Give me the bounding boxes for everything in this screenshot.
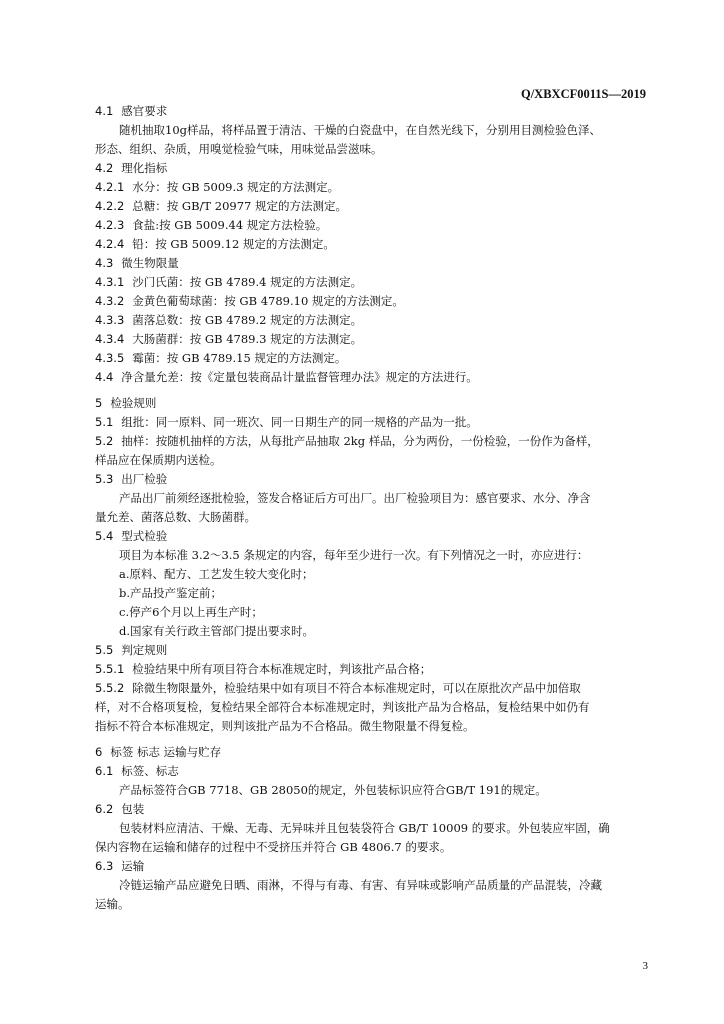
body-text-line xyxy=(95,717,651,736)
clause-label: 菌落总数 xyxy=(132,313,179,327)
line-text: 运输。 xyxy=(95,897,130,911)
body-text-line xyxy=(95,546,651,565)
section-heading xyxy=(95,394,651,413)
body-text-line xyxy=(95,876,651,895)
line-text: 标签 标志 运输与贮存 xyxy=(110,745,222,759)
subsection-heading xyxy=(95,254,651,273)
clause-number: 4.3.3 xyxy=(95,313,125,327)
clause-item xyxy=(95,235,651,254)
line-text: 运输 xyxy=(121,859,145,873)
clause-label: 食盐 xyxy=(132,218,156,232)
clause-number: 6.3 xyxy=(95,859,114,873)
clause-item xyxy=(95,311,651,330)
clause-number: 6.1 xyxy=(95,764,114,778)
line-text: 项目为本标准 3.2～3.5 条规定的内容，每年至少进行一次。有下列情况之一时，亦应进行： xyxy=(119,548,589,562)
line-text: ：按 GB 5009.12 规定的方法测定。 xyxy=(143,237,335,251)
line-text: ：按 GB 4789.10 规定的方法测定。 xyxy=(212,294,404,308)
line-text: 保内容物在运输和储存的过程中不受挤压并符合 GB 4806.7 的要求。 xyxy=(95,840,452,854)
body-text-line xyxy=(95,838,651,857)
clause-item xyxy=(95,292,651,311)
body-text-line xyxy=(95,819,651,838)
body-text-line xyxy=(95,565,651,584)
clause-number: 5.2 xyxy=(95,434,114,448)
line-text: 除微生物限量外，检验结果中如有项目不符合本标准规定时，可以在原批次产品中加倍取 xyxy=(132,681,581,695)
line-text: c.停产6个月以上再生产时； xyxy=(119,605,263,619)
clause-item xyxy=(95,679,651,698)
clause-number: 4.2.3 xyxy=(95,218,125,232)
clause-number: 4.2.2 xyxy=(95,199,125,213)
clause-number: 5.1 xyxy=(95,415,114,429)
line-text: 理化指标 xyxy=(121,161,168,175)
clause-number: 4.2.1 xyxy=(95,180,125,194)
subsection-heading xyxy=(95,762,651,781)
line-text: ：按 GB/T 20977 规定的方法测定。 xyxy=(155,199,347,213)
body-text-line xyxy=(95,603,651,622)
line-text: ：按 GB 4789.3 规定的方法测定。 xyxy=(178,332,363,346)
subsection-heading xyxy=(95,800,651,819)
subsection-heading xyxy=(95,102,651,121)
subsection-heading xyxy=(95,641,651,660)
line-text: d.国家有关行政主管部门提出要求时。 xyxy=(119,624,315,638)
clause-item xyxy=(95,273,651,292)
clause-item xyxy=(95,216,651,235)
standard-code: Q/XBXCF0011S—2019 xyxy=(520,87,646,101)
clause-label: 总糖 xyxy=(132,199,156,213)
line-text: 标签、标志 xyxy=(121,764,179,778)
line-text: 产品标签符合GB 7718、GB 28050的规定，外包装标识应符合GB/T 191的规定。 xyxy=(119,783,547,797)
line-text: ：同一原料、同一班次、同一日期生产的同一规格的产品为一批。 xyxy=(144,415,478,429)
body-text-line xyxy=(95,622,651,641)
clause-label: 霉菌 xyxy=(132,351,156,365)
line-text: 随机抽取10g样品，将样品置于清洁、干燥的白瓷盘中，在自然光线下，分别用目测检验色泽、 xyxy=(119,123,601,137)
clause-item xyxy=(95,349,651,368)
clause-number: 4.2 xyxy=(95,161,114,175)
clause-number: 4.2.4 xyxy=(95,237,125,251)
body-text-line xyxy=(95,489,651,508)
subsection-heading xyxy=(95,470,651,489)
clause-number: 4.3.5 xyxy=(95,351,125,365)
body-text-line xyxy=(95,508,651,527)
clause-number: 4.3.1 xyxy=(95,275,125,289)
body-text-line xyxy=(95,140,651,159)
body-text-line xyxy=(95,781,651,800)
clause-number: 4.1 xyxy=(95,104,114,118)
clause-number: 6 xyxy=(95,745,103,759)
line-text: 样品应在保质期内送检。 xyxy=(95,453,222,467)
line-text: 感官要求 xyxy=(121,104,168,118)
line-text: 冷链运输产品应避免日晒、雨淋，不得与有毒、有害、有异味或影响产品质量的产品混装，冷藏 xyxy=(119,878,602,892)
line-text: b.产品投产鉴定前； xyxy=(119,586,223,600)
line-text: 微生物限量 xyxy=(121,256,179,270)
clause-item xyxy=(95,178,651,197)
line-text: 量允差、菌落总数、大肠菌群。 xyxy=(95,510,256,524)
page-number: 3 xyxy=(642,960,648,972)
line-text: ：按 GB 5009.3 规定的方法测定。 xyxy=(155,180,340,194)
line-text: 指标不符合本标准规定，则判该批产品为不合格品。微生物限量不得复检。 xyxy=(95,719,475,733)
line-text: 产品出厂前须经逐批检验，签发合格证后方可出厂。出厂检验项目为：感官要求、水分、净含 xyxy=(119,491,591,505)
clause-label: 抽样 xyxy=(121,434,145,448)
clause-label: 净含量允差 xyxy=(121,370,179,384)
clause-label: 沙门氏菌 xyxy=(132,275,179,289)
clause-number: 5 xyxy=(95,396,103,410)
line-text: 判定规则 xyxy=(121,643,168,657)
clause-number: 5.4 xyxy=(95,529,114,543)
clause-number: 5.5.1 xyxy=(95,662,125,676)
clause-number: 4.3 xyxy=(95,256,114,270)
clause-number: 6.2 xyxy=(95,802,114,816)
body-text-line xyxy=(95,895,651,914)
line-text: 检验规则 xyxy=(110,396,157,410)
clause-number: 4.4 xyxy=(95,370,114,384)
clause-label: 水分 xyxy=(132,180,156,194)
line-text: ：按 GB 4789.15 规定的方法测定。 xyxy=(155,351,347,365)
body-text-line xyxy=(95,121,651,140)
clause-number: 4.3.4 xyxy=(95,332,125,346)
section-heading xyxy=(95,743,651,762)
line-text: ：按 GB 4789.4 规定的方法测定。 xyxy=(178,275,363,289)
clause-item xyxy=(95,432,651,451)
line-text: :按 GB 5009.44 规定方法检验。 xyxy=(155,218,328,232)
clause-item xyxy=(95,330,651,349)
subsection-heading xyxy=(95,857,651,876)
clause-label: 大肠菌群 xyxy=(132,332,179,346)
line-text: 形态、组织、杂质，用嗅觉检验气味，用味觉品尝滋味。 xyxy=(95,142,383,156)
clause-label: 金黄色葡萄球菌 xyxy=(132,294,213,308)
clause-item xyxy=(95,413,651,432)
clause-number: 4.3.2 xyxy=(95,294,125,308)
clause-label: 铅 xyxy=(132,237,144,251)
line-text: ：按 GB 4789.2 规定的方法测定。 xyxy=(178,313,363,327)
line-text: 型式检验 xyxy=(121,529,168,543)
clause-item xyxy=(95,660,651,679)
clause-label: 组批 xyxy=(121,415,145,429)
line-text: 包装材料应清洁、干燥、无毒、无异味并且包装袋符合 GB/T 10009 的要求。外包装应牢固，确 xyxy=(119,821,610,835)
document-body xyxy=(95,102,651,914)
line-text: 出厂检验 xyxy=(121,472,168,486)
clause-item xyxy=(95,368,651,387)
body-text-line xyxy=(95,451,651,470)
subsection-heading xyxy=(95,527,651,546)
clause-number: 5.3 xyxy=(95,472,114,486)
line-text: ：按随机抽样的方法，从每批产品抽取 2kg 样品，分为两份，一份检验，一份作为备样， xyxy=(144,434,599,448)
clause-number: 5.5.2 xyxy=(95,681,125,695)
clause-item xyxy=(95,197,651,216)
line-text: a.原料、配方、工艺发生较大变化时； xyxy=(119,567,314,581)
line-text: 检验结果中所有项目符合本标准规定时，判该批产品合格； xyxy=(132,662,432,676)
body-text-line xyxy=(95,584,651,603)
line-text: 包装 xyxy=(121,802,145,816)
body-text-line xyxy=(95,698,651,717)
line-text: ：按《定量包装商品计量监督管理办法》规定的方法进行。 xyxy=(178,370,478,384)
line-text: 样，对不合格项复检，复检结果全部符合本标准规定时，判该批产品为合格品，复检结果中如仍有 xyxy=(95,700,590,714)
subsection-heading xyxy=(95,159,651,178)
clause-number: 5.5 xyxy=(95,643,114,657)
